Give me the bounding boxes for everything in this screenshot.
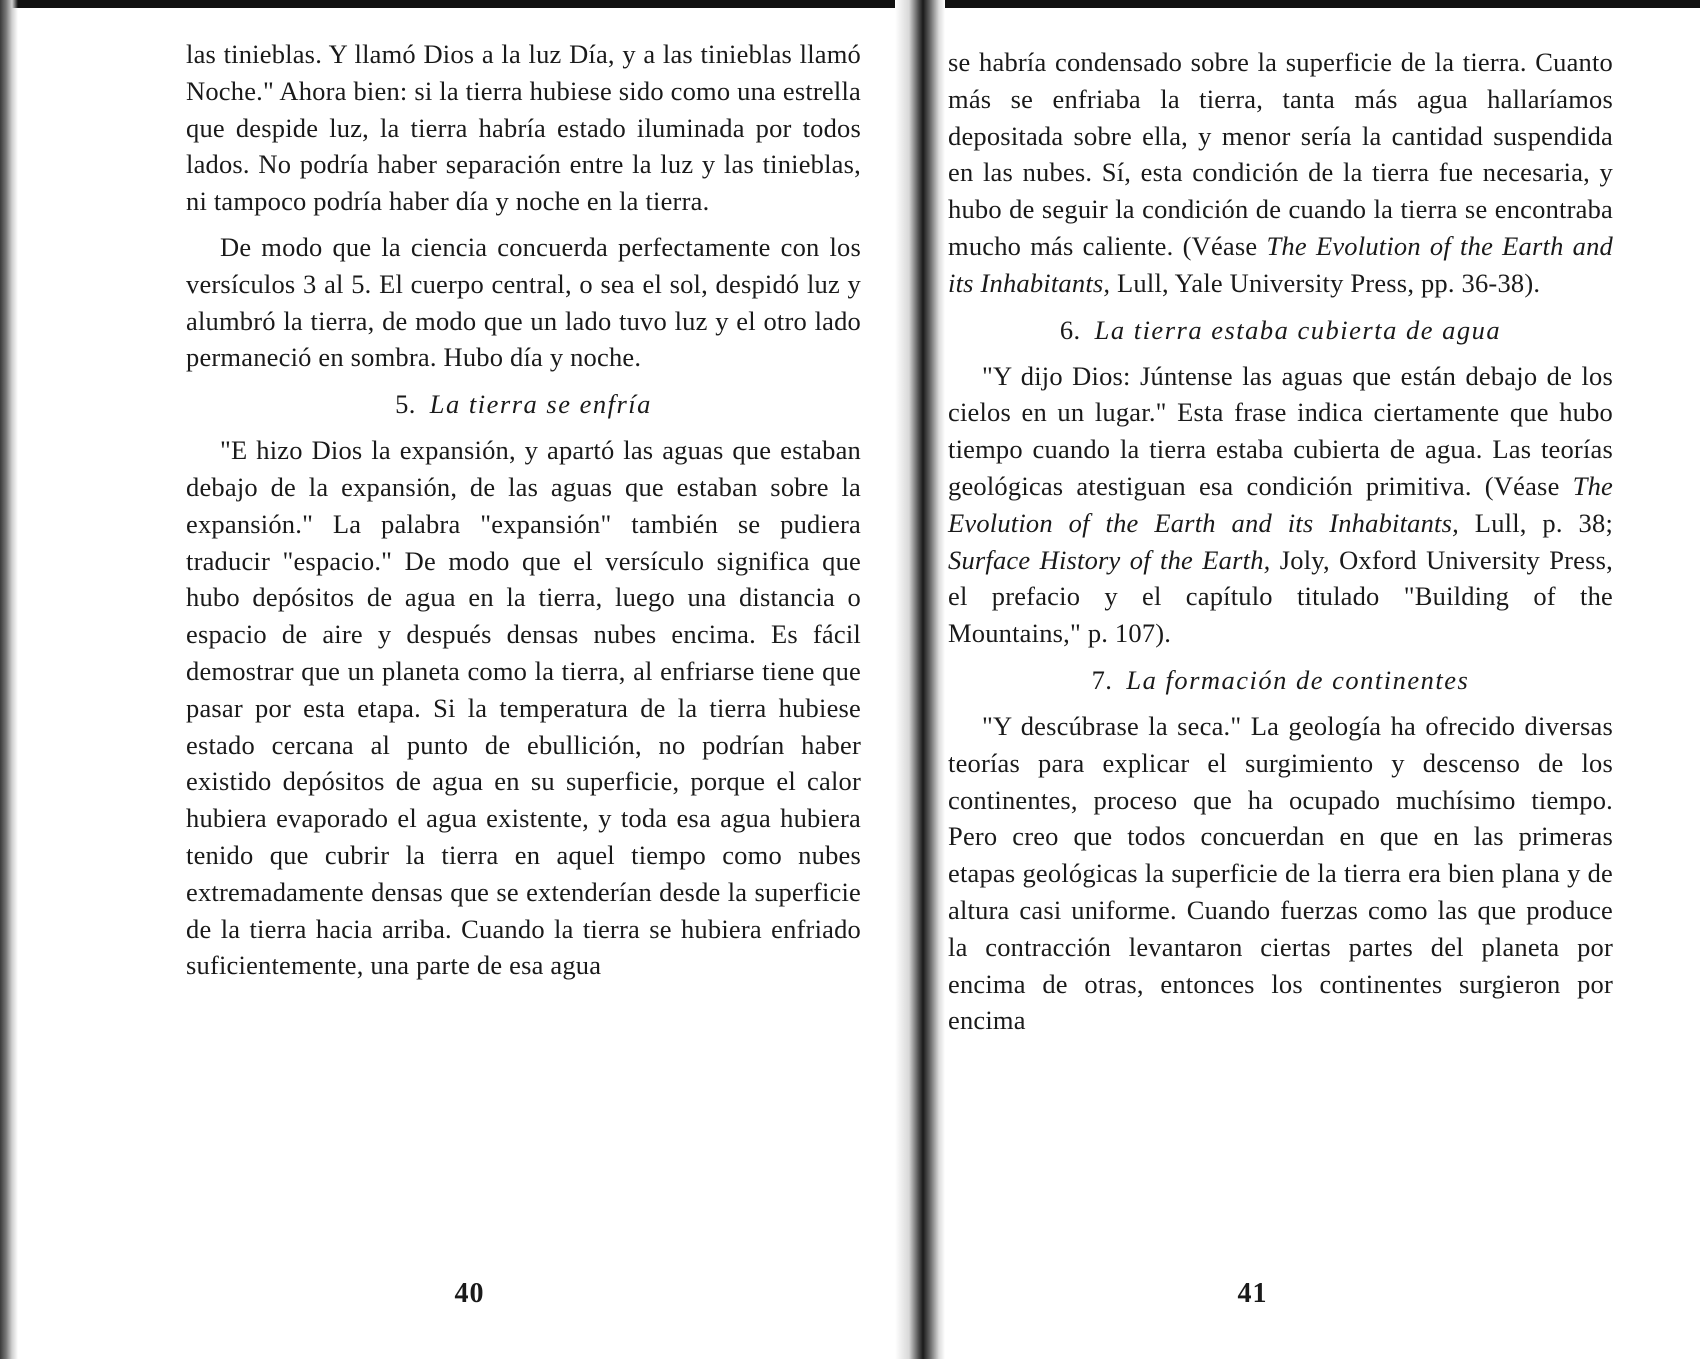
section-heading-7 [948,661,1613,699]
section-number-6: 6. [1059,314,1081,345]
left-page-text [186,36,861,993]
section-heading-6 [948,311,1613,349]
page-number-right: 41 [1237,1278,1268,1309]
right-p1-text-b: Lull, Yale University Press, pp. 36-38). [1110,267,1541,298]
page-number-left: 40 [454,1278,485,1309]
right-paragraph-3: "Y descúbrase la seca." La geología ha ofrecido diversas teorías para explicar el surgimiento y descenso de los continentes, proceso que ha ocupado muchísimo tiempo. Pero creo que todos concuerdan en que en las primeras etapas geológicas la superficie de la tierra era bien plana y de altura casi uniforme. Cuando fuerzas como las que produce la contracción levantaron ciertas partes del planeta por encima de otras, entonces los continentes surgieron por encima [948,710,1613,1036]
right-p2-book-title-2: Surface History of the Earth, [948,544,1271,575]
scan-top-border [0,0,1700,8]
left-paragraph-1: las tinieblas. Y llamó Dios a la luz Día, y a las tinieblas llamó Noche." Ahora bien: si la tierra hubiese sido como una estrella que despide luz, la tierra habría estado iluminada por todos lados. No podría haber separación entre la luz y las tinieblas, ni tampoco podría haber día y noche en la tierra. [186,39,861,217]
book-gutter [895,0,945,1359]
section-title-7: La formación de continentes [1126,664,1470,695]
scan-left-edge [0,0,18,1359]
right-p1-book-title: The Evolution of the Earth and its Inhabitants, [948,230,1613,298]
right-p1-text-a: se habría condensado sobre la superficie de la tierra. Cuanto más se enfriaba la tierra, tanta más agua hallaríamos depositada sobre ella, y menor sería la cantidad suspendida en las nubes. Sí, esta condición de la tierra fue necesaria, y hubo de seguir la condición de cuando la tierra se encontraba mucho más caliente. (Véase [948,47,1613,261]
section-title-6: La tierra estaba cubierta de agua [1094,314,1502,345]
left-paragraph-3: "E hizo Dios la expansión, y apartó las aguas que estaban debajo de la expansión, de las aguas que estaban sobre la expansión." La palabra "expansión" también se pudiera traducir "espacio." De modo que el versículo significa que hubo depósitos de agua en la tierra, luego una distancia o espacio de aire y después densas nubes encima. Es fácil demostrar que un planeta como la tierra, al enfriarse tiene que pasar por esta etapa. Si la temperatura de la tierra hubiese estado cercana al punto de ebullición, no podrían haber existido depósitos de agua en su superficie, porque el calor hubiera evaporado el agua existente, y toda esa agua hubiera tenido que cubrir la tierra en aquel tiempo como nubes extremadamente densas que se extenderían desde la superficie de la tierra hacia arriba. Cuando la tierra se hubiera enfriado suficientemente, una parte de esa agua [186,435,861,981]
right-paragraph-2 [948,358,1613,652]
section-number-7: 7. [1091,664,1113,695]
left-paragraph-2: De modo que la ciencia concuerda perfectamente con los versículos 3 al 5. El cuerpo central, o sea el sol, despidó luz y alumbró la tierra, de modo que un lado tuvo luz y el otro lado permaneció en sombra. Hubo día y noche. [186,231,861,373]
right-p2-text-b: Lull, p. 38; [1458,507,1614,538]
section-heading-5 [186,385,861,423]
section-title-5: La tierra se enfría [429,389,652,420]
right-p2-text-a: "Y dijo Dios: Júntense las aguas que están debajo de los cielos en un lugar." Esta frase indica ciertamente que hubo tiempo cuando la tierra estaba cubierta de agua. Las teorías geológicas atestiguan esa condición primitiva. (Véase [948,360,1613,501]
right-paragraph-1 [948,44,1613,302]
section-number-5: 5. [395,389,416,420]
right-page-text [948,44,1613,1048]
right-p2-text-c: Joly, Oxford University Press, el prefacio y el capítulo titulado "Building of the Mountains," p. 107). [948,544,1613,649]
right-p2-book-title-1: The Evolution of the Earth and its Inhabitants, [948,470,1613,538]
